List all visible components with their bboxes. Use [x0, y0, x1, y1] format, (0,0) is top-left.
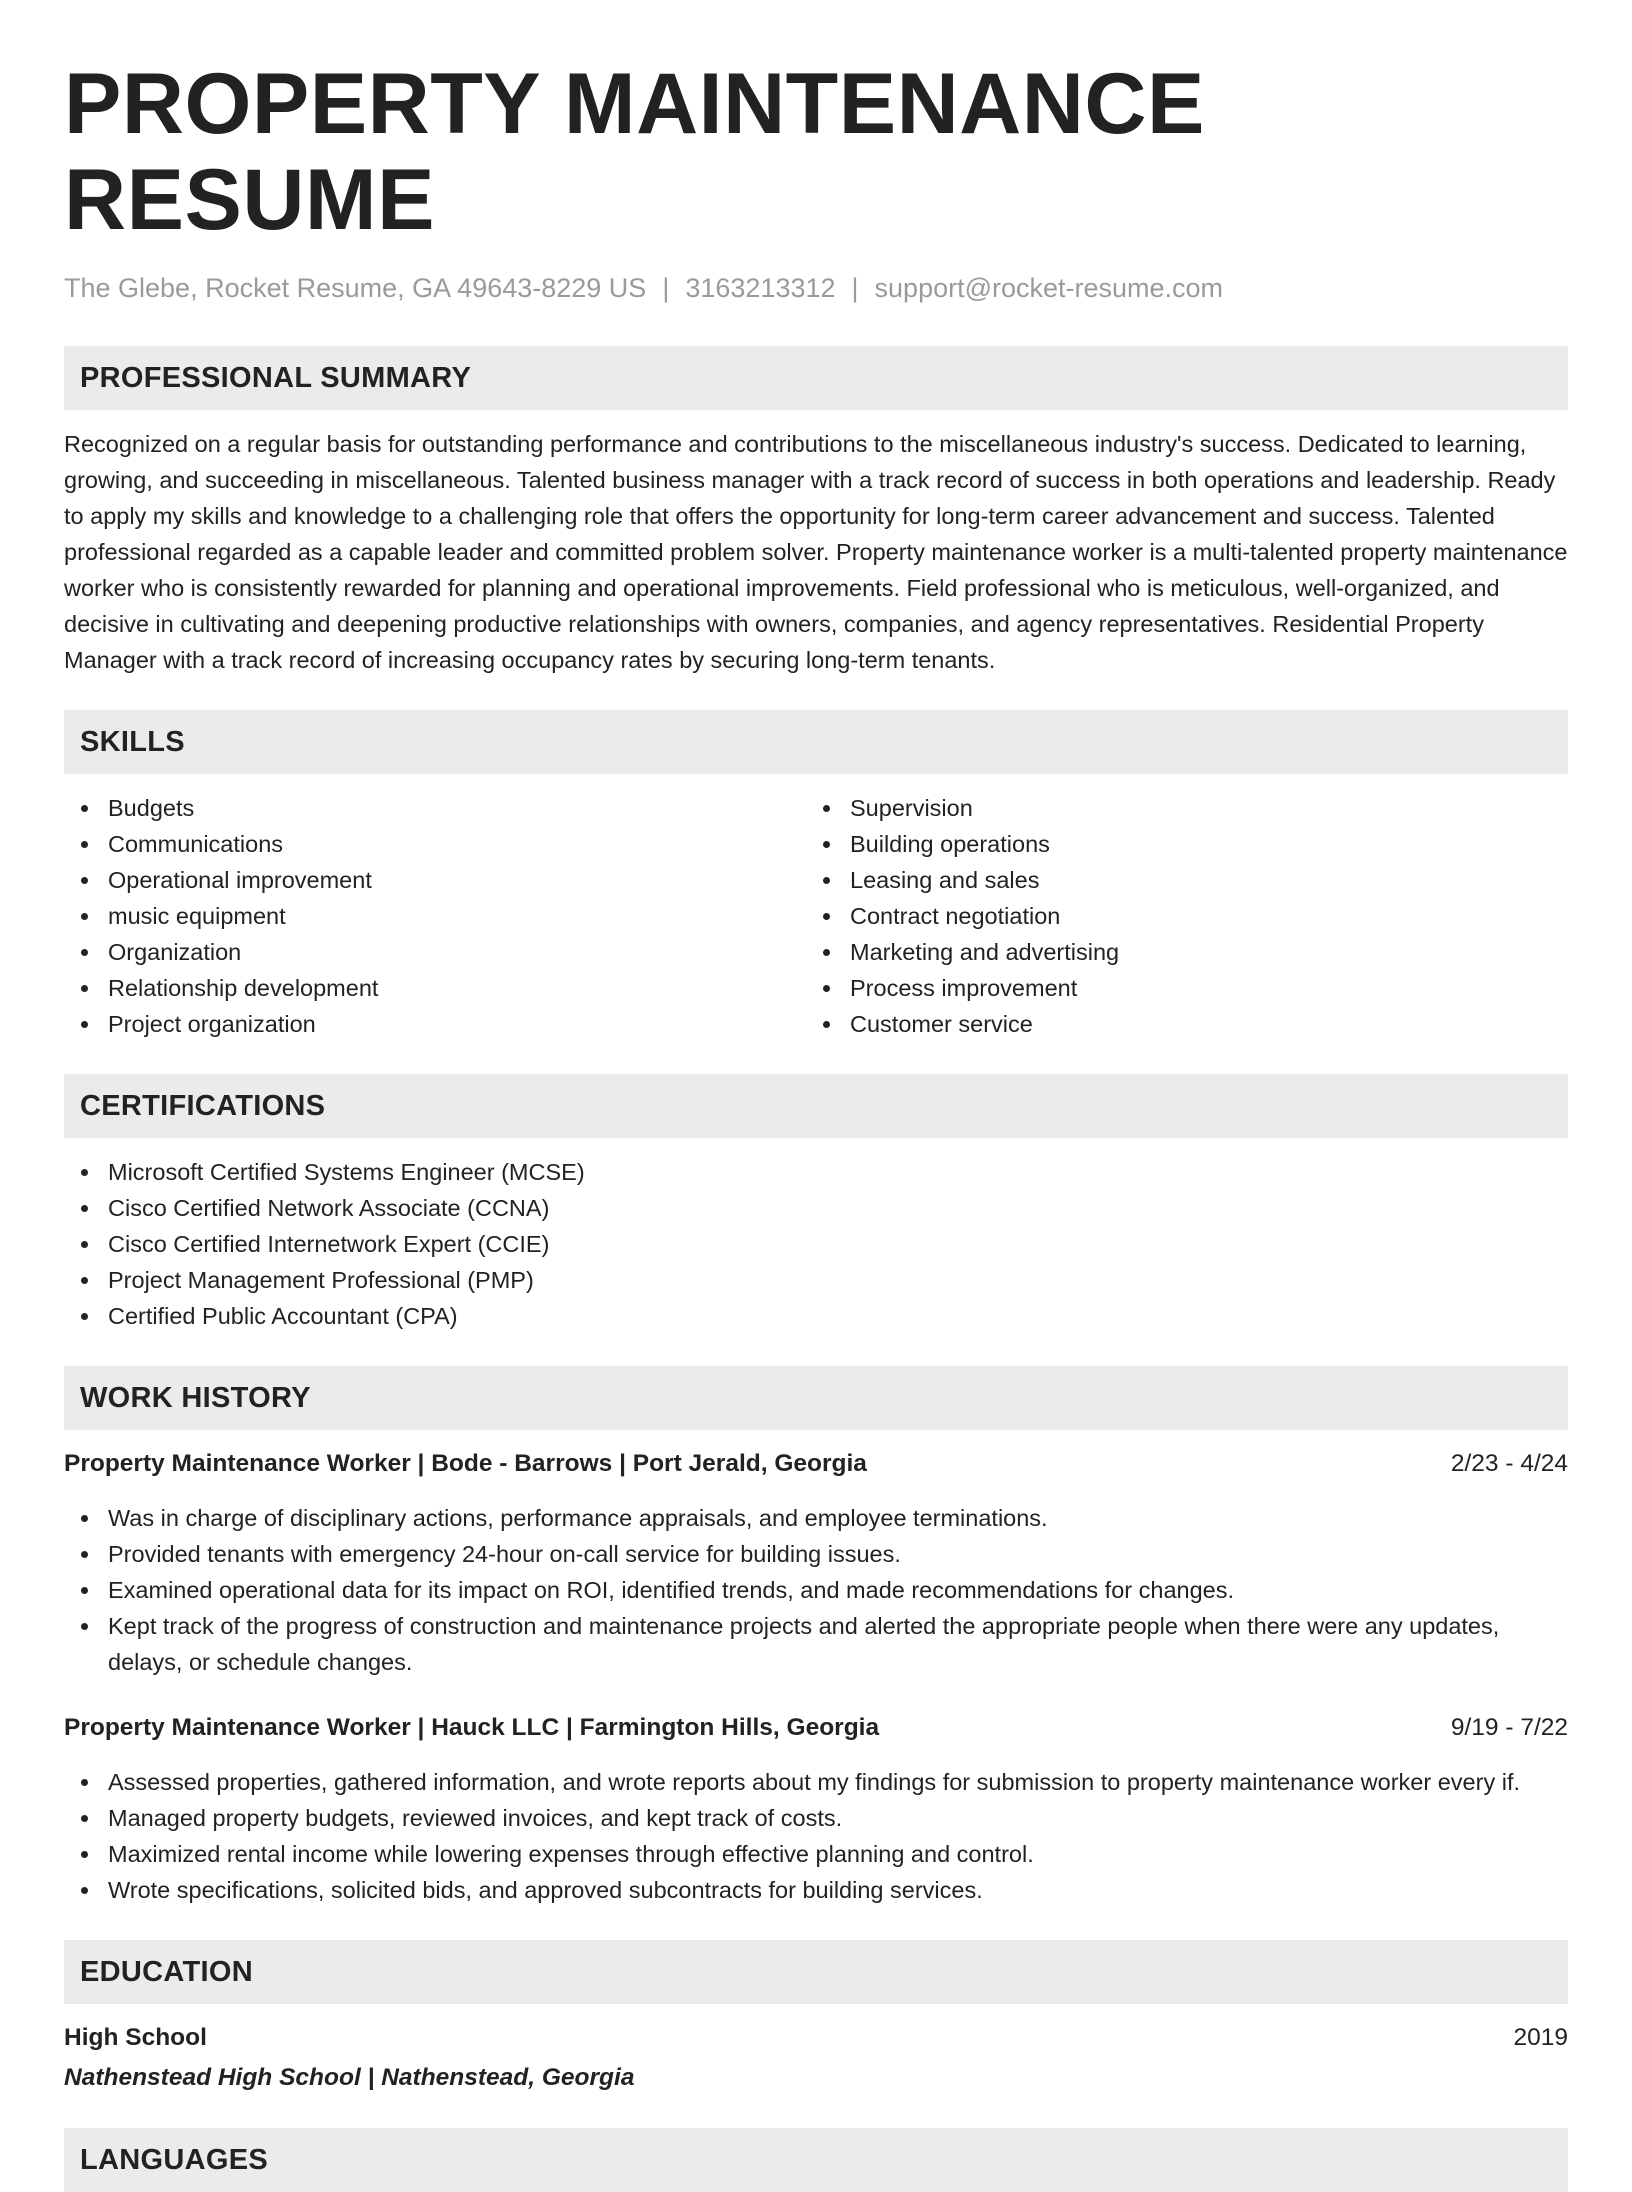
skill-item: Process improvement [806, 970, 1548, 1006]
skill-item: Supervision [806, 790, 1548, 826]
skill-item: Leasing and sales [806, 862, 1548, 898]
job-bullets [64, 1500, 1568, 1680]
job-title: Property Maintenance Worker | Hauck LLC | Farmington Hills, Georgia [64, 1714, 880, 1741]
skill-item: Customer service [806, 1006, 1548, 1042]
work-history-section [64, 1366, 1568, 1908]
certification-item: Project Management Professional (PMP) [64, 1262, 1568, 1298]
job-title: Property Maintenance Worker | Bode - Barrows | Port Jerald, Georgia [64, 1450, 867, 1477]
certifications-section [64, 1074, 1568, 1334]
contact-email: support@rocket-resume.com [874, 273, 1224, 303]
skill-item: Relationship development [64, 970, 806, 1006]
education-heading: EDUCATION [64, 1940, 1568, 2004]
skills-heading: SKILLS [64, 710, 1568, 774]
education-header [64, 2020, 1568, 2056]
skills-list-right [806, 790, 1548, 1042]
summary-text: Recognized on a regular basis for outstanding performance and contributions to the miscellaneous industry's success. Dedicated to learning, growing, and succeeding in miscellaneous. Talented business manager with a track record of success in both operations and leadership. Ready to apply my skills and knowledge to a challenging role that offers the opportunity for long-term career advancement and success. Talented professional regarded as a capable leader and committed problem solver. Property maintenance worker is a multi-talented property maintenance worker who is consistently rewarded for planning and operational improvements. Field professional who is meticulous, well-organized, and decisive in cultivating and deepening productive relationships with owners, companies, and agency representatives. Residential Property Manager with a track record of increasing occupancy rates by securing long-term tenants. [64, 431, 1568, 673]
education-degree: High School [64, 2024, 207, 2051]
job-entry [64, 1446, 1568, 1680]
skills-list-left [64, 790, 806, 1042]
certifications-list [64, 1154, 1568, 1334]
job-bullets [64, 1764, 1568, 1908]
languages-heading: LANGUAGES [64, 2128, 1568, 2192]
job-bullet: Assessed properties, gathered information, and wrote reports about my findings for submission to property maintenance worker every if. [64, 1764, 1568, 1800]
resume-title: PROPERTY MAINTENANCE RESUME [64, 56, 1205, 248]
job-bullet: Was in charge of disciplinary actions, performance appraisals, and employee terminations. [64, 1500, 1568, 1536]
job-bullet: Provided tenants with emergency 24-hour on-call service for building issues. [64, 1536, 1568, 1572]
education-section [64, 1940, 1568, 2096]
certifications-heading: CERTIFICATIONS [64, 1074, 1568, 1138]
job-bullet: Kept track of the progress of construction and maintenance projects and alerted the appropriate people when there were any updates, delays, or schedule changes. [64, 1608, 1568, 1680]
skill-item: Operational improvement [64, 862, 806, 898]
contact-line [64, 270, 1568, 306]
contact-separator: | [851, 273, 859, 303]
contact-address: The Glebe, Rocket Resume, GA 49643-8229 US [64, 273, 647, 303]
summary-section [64, 346, 1568, 678]
skill-item: Project organization [64, 1006, 806, 1042]
job-header [64, 1710, 1568, 1746]
skills-columns [64, 790, 1568, 1042]
job-bullet: Wrote specifications, solicited bids, and approved subcontracts for building services. [64, 1872, 1568, 1908]
job-bullet: Examined operational data for its impact on ROI, identified trends, and made recommendations for changes. [64, 1572, 1568, 1608]
contact-separator: | [662, 273, 670, 303]
work-history-heading: WORK HISTORY [64, 1366, 1568, 1430]
certification-item: Cisco Certified Internetwork Expert (CCIE) [64, 1226, 1568, 1262]
summary-heading: PROFESSIONAL SUMMARY [64, 346, 1568, 410]
skill-item: Contract negotiation [806, 898, 1548, 934]
education-year: 2019 [1513, 2024, 1568, 2051]
languages-section [64, 2128, 1568, 2192]
job-header [64, 1446, 1568, 1482]
job-bullet: Maximized rental income while lowering expenses through effective planning and control. [64, 1836, 1568, 1872]
job-bullet: Managed property budgets, reviewed invoices, and kept track of costs. [64, 1800, 1568, 1836]
job-dates: 2/23 - 4/24 [1450, 1450, 1568, 1477]
skill-item: Building operations [806, 826, 1548, 862]
skills-section [64, 710, 1568, 1042]
education-school: Nathenstead High School | Nathenstead, Georgia [64, 2064, 635, 2091]
skill-item: music equipment [64, 898, 806, 934]
certification-item: Cisco Certified Network Associate (CCNA) [64, 1190, 1568, 1226]
skill-item: Communications [64, 826, 806, 862]
job-entry [64, 1710, 1568, 1908]
certification-item: Certified Public Accountant (CPA) [64, 1298, 1568, 1334]
job-dates: 9/19 - 7/22 [1450, 1714, 1568, 1741]
skill-item: Marketing and advertising [806, 934, 1548, 970]
skill-item: Budgets [64, 790, 806, 826]
contact-phone: 3163213312 [685, 273, 836, 303]
skill-item: Organization [64, 934, 806, 970]
certification-item: Microsoft Certified Systems Engineer (MCSE) [64, 1154, 1568, 1190]
